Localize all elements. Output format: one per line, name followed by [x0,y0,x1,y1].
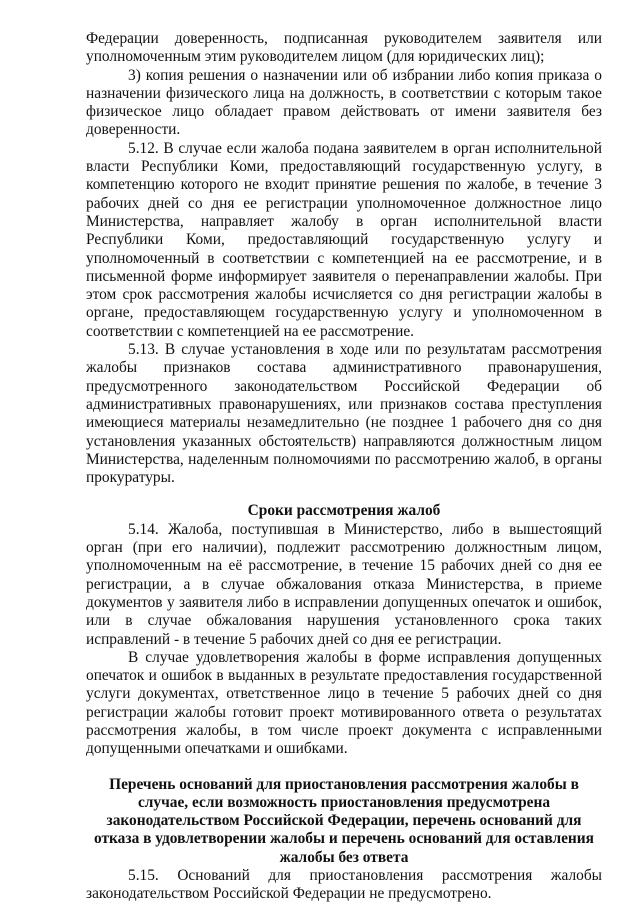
paragraph-5-13: 5.13. В случае установления в ходе или по результатам рассмотрения жалобы признаков состава административного правонарушения, предусмотренного законодательством Российской Федерации об административных правонарушениях, или признаков состава преступления имеющиеся материалы незамедлительно (не позднее 1 рабочего дня со дня установления указанных обстоятельств) направляются должностным лицом Министерства, наделенным полномочиями по рассмотрению жалоб, в органы прокуратуры. [86,341,602,487]
paragraph-continuation: Федерации доверенность, подписанная руководителем заявителя или уполномоченным этим руководителем лицом (для юридических лиц); [86,30,602,66]
paragraph-item-3: 3) копия решения о назначении или об избрании либо копия приказа о назначении физического лица на должность, в соответствии с которым такое физическое лицо обладает правом действовать от имени заявителя без доверенности. [86,66,602,139]
section-heading-grounds: Перечень оснований для приостановления рассмотрения жалобы в случае, если возможность приостановления предусмотрена законодательством Российской Федерации, перечень оснований для отказа в удовлетворении жалобы и перечень оснований для оставления жалобы без ответа [94,775,594,866]
section-heading-terms: Сроки рассмотрения жалоб [247,502,441,520]
section-spacer [86,759,602,776]
paragraph-corrections: В случае удовлетворения жалобы в форме исправления допущенных опечаток и ошибок в выданных в результате предоставления государственной услуги документах, ответственное лицо в течение 5 рабочих дней со дня регистрации жалобы готовит проект мотивированного ответа о результатах рассмотрения жалобы, в том числе проект документа с исправленными допущенными опечатками и ошибками. [86,648,602,758]
paragraph-5-14: 5.14. Жалоба, поступившая в Министерство, либо в вышестоящий орган (при его наличии), подлежит рассмотрению должностным лицом, уполномоченным на её рассмотрение, в течение 15 рабочих дней со дня ее регистрации, а в случае обжалования отказа Министерства, в приеме документов у заявителя либо в исправлении допущенных опечаток и ошибок, или в случае обжалования нарушения установленного срока таких исправлений - в течение 5 рабочих дней со дня ее регистрации. [86,520,602,648]
paragraph-5-12: 5.12. В случае если жалоба подана заявителем в орган исполнительной власти Республики Коми, предоставляющий государственную услугу, в компетенцию которого не входит принятие решения по жалобе, в течение 3 рабочих дней со дня ее регистрации уполномоченное должностное лицо Министерства, направляет жалобу в орган исполнительной власти Республики Коми, предоставляющий государственную услугу и уполномоченный в соответствии с компетенцией на ее рассмотрение, и в письменной форме информирует заявителя о перенаправлении жалобы. При этом срок рассмотрения жалобы исчисляется со дня регистрации жалобы в органе, предоставляющем государственную услугу и уполномоченном в соответствии с компетенцией на ее рассмотрение. [86,139,602,340]
paragraph-5-15: 5.15. Оснований для приостановления рассмотрения жалобы законодательством Российской Федерации не предусмотрено. [86,867,602,903]
section-spacer [86,487,602,502]
